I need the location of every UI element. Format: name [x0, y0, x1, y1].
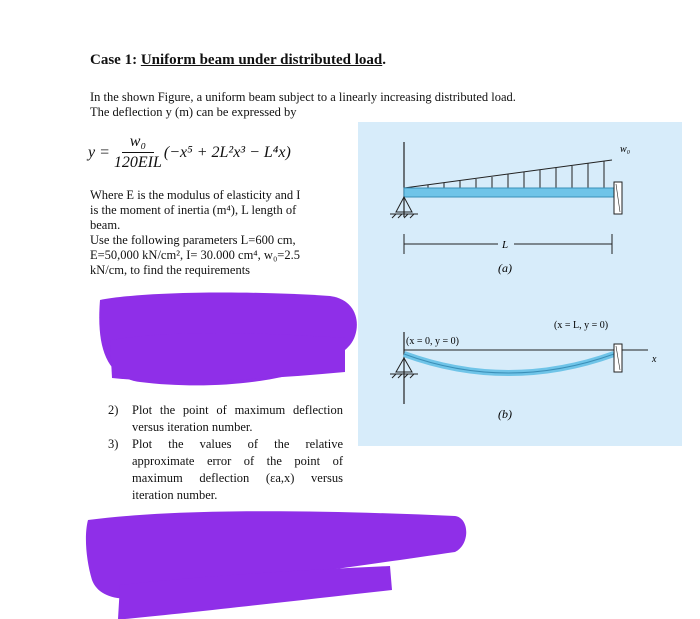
case-title	[90, 52, 386, 69]
redaction-scribble-top	[99, 293, 357, 386]
case-title-period: .	[382, 52, 386, 68]
case-title-text: Uniform beam under distributed load	[140, 52, 383, 68]
beam-figure-svg	[358, 122, 682, 446]
requirement-item-2	[108, 402, 343, 436]
equation-rhs: (−x⁵ + 2L²x³ − L⁴x)	[163, 143, 291, 161]
definitions-paragraph	[90, 188, 340, 278]
redaction-scribble-bottom-tail	[118, 566, 392, 619]
definitions-line-6: kN/cm, to find the requirements	[90, 263, 251, 277]
intro-line-2: The deflection y (m) can be expressed by	[90, 105, 297, 119]
requirement-number: 2)	[108, 403, 119, 417]
beam-figure	[358, 122, 682, 446]
equation-denominator: 120EIL	[113, 154, 162, 171]
roller-support-right-a	[614, 182, 622, 214]
equation-fraction	[114, 132, 162, 173]
label-x: x	[652, 354, 657, 365]
requirement-item-3	[108, 436, 343, 504]
definitions-line-1: Where E is the modulus of elasticity and I	[90, 188, 301, 202]
label-right-bc: (x = L, y = 0)	[554, 320, 609, 331]
redaction-scribble-bottom	[86, 511, 466, 598]
label-L: L	[502, 239, 509, 251]
definitions-line-3: beam.	[90, 218, 121, 232]
definitions-line-2: is the moment of inertia (m⁴), L length of	[90, 203, 297, 217]
definitions-line-4: Use the following parameters L=600 cm,	[90, 233, 296, 247]
equation-numerator: w₀	[122, 132, 154, 153]
intro-text	[90, 90, 516, 120]
caption-b: (b)	[498, 407, 512, 421]
deflection-equation	[88, 132, 291, 173]
label-left-bc: (x = 0, y = 0)	[406, 336, 459, 347]
requirement-text: Plot the point of maximum deflection versus iteration number.	[132, 403, 343, 434]
definitions-line-5: E=50,000 kN/cm², I= 30.000 cm⁴, w₀=2.5	[90, 248, 300, 262]
case-prefix: Case 1:	[90, 52, 141, 68]
redaction-scribble-top-fill	[110, 333, 345, 381]
requirement-text: Plot the values of the relative approximate error of the point of maximum deflection (εa,x) versus iteration number.	[132, 437, 343, 502]
roller-support-right-b	[614, 344, 622, 372]
label-w0: w₀	[620, 144, 631, 155]
caption-a: (a)	[498, 261, 512, 275]
requirement-number: 3)	[108, 437, 119, 451]
equation-lhs: y =	[88, 143, 110, 161]
beam-a	[404, 188, 614, 197]
intro-line-1: In the shown Figure, a uniform beam subject to a linearly increasing distributed load.	[90, 90, 516, 104]
requirements-list	[108, 402, 343, 504]
